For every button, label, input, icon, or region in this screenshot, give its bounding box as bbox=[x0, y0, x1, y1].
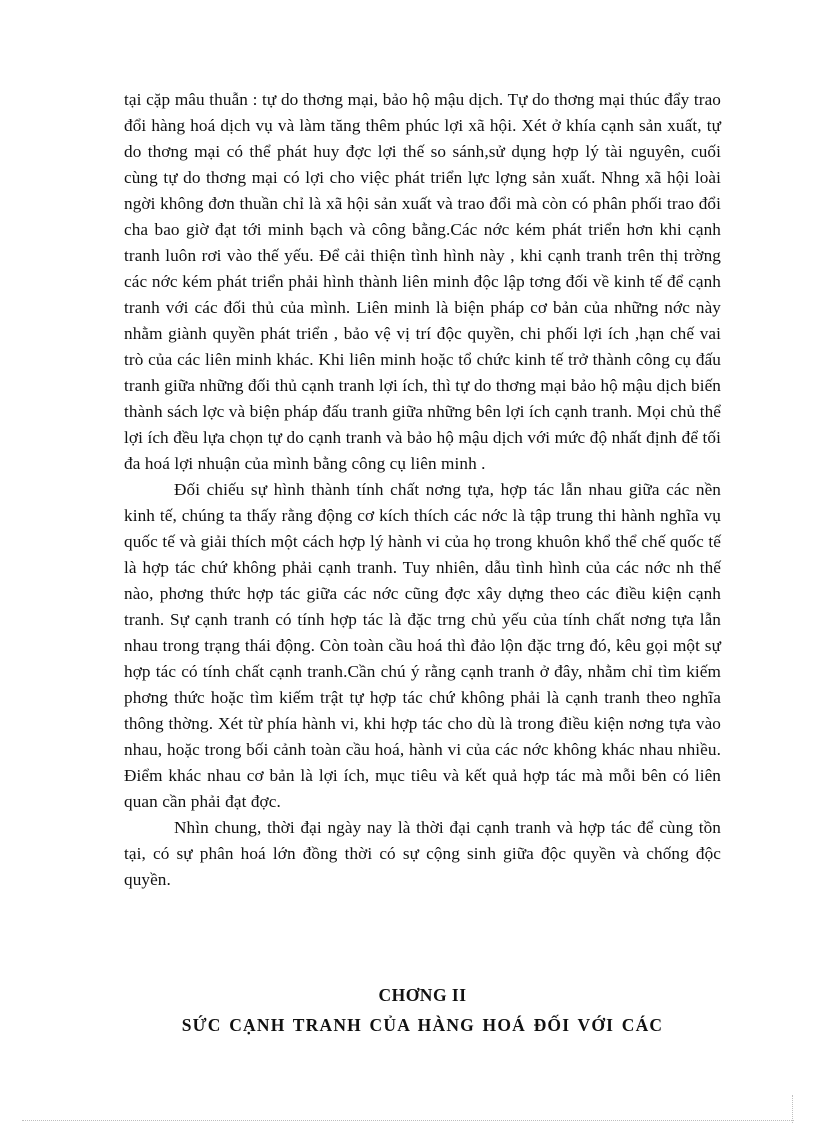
chapter-title: SỨC CẠNH TRANH CỦA HÀNG HOÁ ĐỐI VỚI CÁC bbox=[181, 1015, 664, 1035]
paragraph-1: tại cặp mâu thuẫn : tự do thơng mại, bảo hộ mậu dịch. Tự do thơng mại thúc đẩy trao đổi hàng hoá dịch vụ và làm tăng thêm phúc lợi xã hội. Xét ở khía cạnh sản xuất, tự do thơng mại có thể phát huy đợc lợi thế so sánh,sử dụng hợp lý tài nguyên, cuối cùng tự do thơng mại có lợi cho việc phát triển lực lợng sản xuất. Nhng xã hội loài ngời không đơn thuần chỉ là xã hội sản xuất và trao đổi mà còn có phân phối trao đổi cha bao giờ đạt tới minh bạch và công bằng.Các nớc kém phát triển hơn khi cạnh tranh luôn rơi vào thế yếu. Để cải thiện tình hình này , khi cạnh tranh trên thị trờng các nớc kém phát triển phải hình thành liên minh độc lập tơng đối về kinh tế để cạnh tranh với các đối thủ của mình. Liên minh là biện pháp cơ bản của những nớc này nhằm giành quyền phát triển , bảo vệ vị trí độc quyền, chi phối lợi ích ,hạn chế vai trò của các liên minh khác. Khi liên minh hoặc tổ chức kinh tế trở thành công cụ đấu tranh giữa những đối thủ cạnh tranh lợi ích, thì tự do thơng mại bảo hộ mậu dịch biến thành sách lợc và biện pháp đấu tranh giữa những bên lợi ích cạnh tranh. Mọi chủ thể lợi ích đều lựa chọn tự do cạnh tranh và bảo hộ mậu dịch với mức độ nhất định để tối đa hoá lợi nhuận của mình bằng công cụ liên minh . bbox=[124, 90, 721, 473]
document-body bbox=[124, 87, 721, 893]
paragraph-2: Đối chiếu sự hình thành tính chất nơng tựa, hợp tác lẫn nhau giữa các nền kinh tế, chúng ta thấy rằng động cơ kích thích các nớc là tập trung thi hành nghĩa vụ quốc tế và giải thích một cách hợp lý hành vi của họ trong khuôn khổ thể chế quốc tế là hợp tác chứ không phải cạnh tranh. Tuy nhiên, dẫu tình hình của các nớc nh thế nào, phơng thức hợp tác giữa các nớc cũng đợc xây dựng theo các điều kiện cạnh tranh. Sự cạnh tranh có tính hợp tác là đặc trng chủ yếu của tính chất nơng tựa lẫn nhau trong trạng thái động. Còn toàn cầu hoá thì đảo lộn đặc trng đó, kêu gọi một sự hợp tác có tính chất cạnh tranh.Cần chú ý rằng cạnh tranh ở đây, nhằm chỉ tìm kiếm phơng thức hoặc tìm kiếm trật tự hợp tác chứ không phải là cạnh tranh theo nghĩa thông thờng. Xét từ phía hành vi, khi hợp tác cho dù là trong điều kiện nơng tựa vào nhau, hoặc trong bối cảnh toàn cầu hoá, hành vi của các nớc không khác nhau nhiều. Điểm khác nhau cơ bản là lợi ích, mục tiêu và kết quả hợp tác mà mỗi bên có liên quan cần phải đạt đợc. bbox=[124, 480, 721, 811]
paragraph-3: Nhìn chung, thời đại ngày nay là thời đại cạnh tranh và hợp tác để cùng tồn tại, có sự phân hoá lớn đồng thời có sự cộng sinh giữa độc quyền và chống độc quyền. bbox=[124, 818, 721, 889]
page-bottom-divider bbox=[22, 1120, 794, 1121]
chapter-number: CHƠNG II bbox=[378, 985, 467, 1005]
page-corner-marker bbox=[792, 1095, 805, 1123]
